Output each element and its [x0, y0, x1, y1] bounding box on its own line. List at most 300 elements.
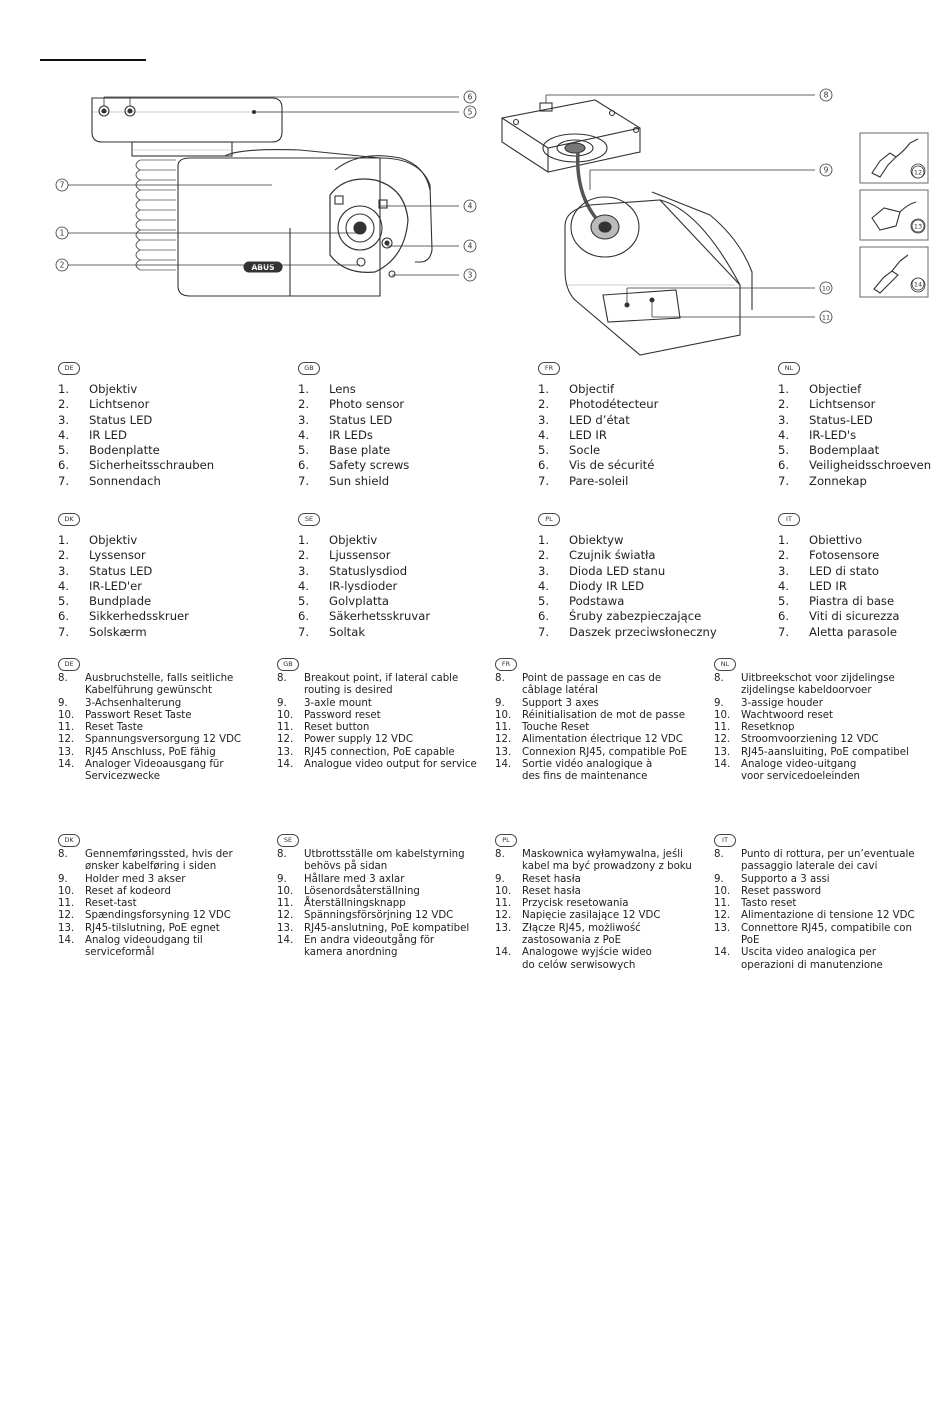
item-number: 14. — [277, 935, 294, 947]
item-number: 1. — [298, 533, 310, 547]
item-label: Bodenplatte — [89, 443, 160, 458]
language-badge: DK — [58, 834, 80, 847]
item-label: Gennemføringssted, hvis der ønsker kabelføring i siden — [85, 849, 233, 873]
list-item — [277, 734, 487, 746]
list-item — [495, 849, 705, 874]
item-label: RJ45 connection, PoE capable — [304, 746, 455, 758]
item-number: 13. — [58, 922, 75, 934]
item-number: 8. — [58, 849, 68, 860]
parts-list — [495, 849, 705, 972]
item-number: 6. — [58, 458, 70, 473]
item-number: 4. — [538, 427, 550, 442]
item-label: Objektiv — [89, 533, 138, 547]
item-label: Breakout point, if lateral cable routing is desired — [304, 673, 459, 697]
item-label: Touche Reset — [522, 722, 590, 734]
item-label: Vis de sécurité — [569, 458, 655, 473]
item-number: 3. — [298, 563, 310, 578]
parts-list — [277, 673, 487, 771]
item-number: 9. — [277, 697, 287, 709]
item-number: 4. — [58, 427, 70, 442]
item-number: 13. — [495, 922, 512, 934]
item-number: 14. — [714, 947, 731, 959]
callout-2: 2 — [59, 260, 65, 270]
list-item — [714, 734, 924, 746]
item-number: 10. — [277, 885, 294, 897]
parts-list — [58, 673, 268, 784]
item-label: Lichtsenor — [89, 397, 150, 412]
language-badge: GB — [277, 658, 299, 671]
item-label: Säkerhetsskruvar — [329, 609, 431, 624]
item-number: 14. — [714, 759, 731, 771]
list-item — [277, 722, 487, 734]
list-item — [714, 910, 924, 922]
item-label: Objectief — [809, 382, 862, 396]
item-number: 5. — [58, 443, 70, 458]
item-label: Status-LED — [809, 412, 873, 427]
item-label: Pare-soleil — [569, 473, 629, 488]
item-label: Safety screws — [329, 458, 410, 473]
list-item — [277, 747, 487, 759]
item-number: 3. — [58, 412, 70, 427]
item-label: Stroomvoorziening 12 VDC — [741, 734, 879, 746]
language-badge: PL — [538, 513, 560, 526]
item-label: Réinitialisation de mot de passe — [522, 709, 685, 721]
item-label: Alimentazione di tensione 12 VDC — [741, 910, 915, 922]
item-number: 4. — [298, 427, 310, 442]
item-label: LED IR — [809, 578, 847, 593]
callout-5: 5 — [467, 107, 473, 117]
item-label: Golvplatta — [329, 594, 390, 609]
language-badge: DE — [58, 362, 80, 375]
callout-7: 7 — [59, 180, 65, 190]
language-badge: IT — [714, 834, 736, 847]
item-number: 11. — [58, 722, 75, 734]
item-number: 2. — [298, 548, 310, 563]
item-label: LED di stato — [809, 563, 879, 578]
item-label: Sortie vidéo analogique à des fins de maintenance — [522, 759, 653, 783]
item-number: 1. — [778, 382, 790, 396]
item-number: 2. — [298, 397, 310, 412]
item-label: Tasto reset — [741, 898, 797, 910]
item-number: 8. — [277, 849, 287, 860]
language-badge: NL — [778, 362, 800, 375]
item-label: Lösenordsåterställning — [304, 885, 420, 897]
item-label: Śruby zabezpieczające — [569, 609, 702, 624]
item-label: Reset-tast — [85, 898, 137, 910]
item-label: Objektiv — [329, 533, 378, 547]
item-label: Napięcie zasilające 12 VDC — [522, 910, 661, 922]
item-label: Reset af kodeord — [85, 885, 171, 897]
item-number: 8. — [714, 849, 724, 860]
item-number: 10. — [495, 885, 512, 897]
item-number: 6. — [538, 609, 550, 624]
list-item — [58, 759, 268, 784]
item-label: Soltak — [329, 624, 366, 639]
item-label: Socle — [569, 443, 601, 458]
item-label: Status LED — [89, 412, 153, 427]
item-label: Złącze RJ45, możliwość zastosowania z PoE — [522, 922, 641, 947]
item-label: RJ45-aansluiting, PoE compatibel — [741, 746, 909, 758]
item-label: Veiligheidsschroeven — [809, 458, 932, 473]
item-label: Holder med 3 akser — [85, 873, 186, 885]
list-item — [58, 849, 268, 874]
parts-list — [714, 673, 924, 784]
item-label: Alimentation électrique 12 VDC — [522, 734, 683, 746]
item-number: 11. — [277, 722, 294, 734]
item-label: Solskærm — [89, 624, 147, 639]
item-number: 13. — [277, 746, 294, 758]
item-number: 12. — [58, 734, 75, 746]
item-label: Reset button — [304, 722, 370, 734]
callout-8: 8 — [823, 90, 829, 100]
language-badge: NL — [714, 658, 736, 671]
item-number: 8. — [714, 673, 724, 684]
language-badge: IT — [778, 513, 800, 526]
list-item — [714, 849, 924, 874]
list-item — [495, 673, 705, 698]
item-number: 7. — [298, 473, 310, 488]
item-label: Obiektyw — [569, 533, 624, 547]
item-number: 4. — [778, 427, 790, 442]
list-item — [277, 898, 487, 910]
item-number: 10. — [58, 885, 75, 897]
callout-12: 12 — [913, 168, 923, 177]
item-label: 3-axle mount — [304, 697, 372, 709]
item-label: Aletta parasole — [809, 624, 897, 639]
item-number: 11. — [495, 722, 512, 734]
item-label: Lyssensor — [89, 548, 146, 563]
item-label: Statuslysdiod — [329, 563, 408, 578]
item-label: Photodétecteur — [569, 397, 659, 412]
list-item — [277, 849, 487, 874]
item-label: Analoge video-uitgang voor servicedoeleinden — [741, 759, 860, 783]
list-item — [495, 698, 705, 710]
item-label: Password reset — [304, 709, 381, 721]
list-item — [277, 759, 487, 771]
item-number: 12. — [277, 910, 294, 922]
item-number: 1. — [778, 533, 790, 547]
item-label: Lens — [329, 382, 356, 396]
item-number: 7. — [778, 473, 790, 488]
item-label: RJ45-tilslutning, PoE egnet — [85, 922, 220, 934]
callout-4a: 4 — [467, 201, 473, 211]
item-number: 12. — [714, 734, 731, 746]
item-label: Sun shield — [329, 473, 390, 488]
list-item — [495, 710, 705, 722]
item-number: 5. — [538, 443, 550, 458]
list-item — [495, 923, 705, 948]
item-label: Passwort Reset Taste — [85, 709, 192, 721]
item-number: 12. — [495, 734, 512, 746]
item-label: IR-LED'er — [89, 578, 142, 593]
item-label: Uscita video analogica per operazioni di manutenzione — [741, 947, 883, 971]
language-badge: SE — [298, 513, 320, 526]
item-number: 6. — [58, 609, 70, 624]
language-badge: SE — [277, 834, 299, 847]
item-number: 12. — [58, 910, 75, 922]
item-number: 7. — [58, 473, 70, 488]
list-item — [58, 710, 268, 722]
item-label: Punto di rottura, per un’eventuale passaggio laterale dei cavi — [741, 849, 915, 873]
item-label: IR LED — [89, 427, 127, 442]
language-badge: FR — [495, 658, 517, 671]
item-number: 6. — [778, 458, 790, 473]
item-label: Status LED — [89, 563, 153, 578]
item-number: 5. — [298, 594, 310, 609]
item-number: 8. — [495, 849, 505, 860]
item-label: Point de passage en cas de câblage latéral — [522, 673, 662, 697]
list-item — [714, 722, 924, 734]
item-number: 4. — [538, 578, 550, 593]
item-number: 9. — [495, 697, 505, 709]
parts-list — [58, 849, 268, 960]
item-label: Status LED — [329, 412, 393, 427]
list-item — [714, 759, 924, 784]
item-number: 11. — [714, 898, 731, 910]
item-label: Objectif — [569, 382, 615, 396]
list-item — [714, 923, 924, 948]
camera-logo: ABUS — [251, 263, 275, 272]
item-number: 10. — [58, 709, 75, 721]
callout-9: 9 — [823, 165, 829, 175]
list-item — [714, 886, 924, 898]
parts-list — [495, 673, 705, 784]
list-item — [277, 698, 487, 710]
item-label: 3-assige houder — [741, 697, 823, 709]
item-label: 3-Achsenhalterung — [85, 697, 182, 709]
item-number: 14. — [58, 935, 75, 947]
item-number: 3. — [538, 563, 550, 578]
item-number: 6. — [538, 458, 550, 473]
item-number: 7. — [298, 624, 310, 639]
item-number: 12. — [495, 910, 512, 922]
item-number: 13. — [277, 922, 294, 934]
connector-rj45 — [860, 190, 928, 240]
item-number: 5. — [778, 443, 790, 458]
list-item — [58, 935, 268, 960]
item-number: 11. — [495, 898, 512, 910]
item-number: 7. — [538, 473, 550, 488]
item-number: 10. — [714, 885, 731, 897]
item-label: Återställningsknapp — [304, 898, 406, 910]
item-label: Utbrottsställe om kabelstyrning behövs på sidan — [304, 849, 465, 873]
item-number: 4. — [58, 578, 70, 593]
item-number: 9. — [714, 697, 724, 709]
list-item — [495, 874, 705, 886]
item-number: 9. — [495, 873, 505, 885]
item-label: Lichtsensor — [809, 397, 876, 412]
list-item — [714, 874, 924, 886]
item-number: 3. — [778, 412, 790, 427]
language-badge: DK — [58, 513, 80, 526]
list-item — [714, 947, 924, 972]
item-number: 2. — [778, 548, 790, 563]
list-item — [277, 923, 487, 935]
item-label: IR-LED's — [809, 427, 857, 442]
list-item — [277, 874, 487, 886]
item-label: Wachtwoord reset — [741, 709, 834, 721]
item-number: 11. — [714, 722, 731, 734]
callout-11: 11 — [821, 313, 831, 322]
list-item — [714, 898, 924, 910]
item-label: Power supply 12 VDC — [304, 734, 413, 746]
item-label: Zonnekap — [809, 473, 867, 488]
callout-1: 1 — [59, 228, 65, 238]
item-number: 6. — [778, 609, 790, 624]
callout-13: 13 — [913, 222, 923, 231]
item-number: 7. — [538, 624, 550, 639]
item-label: Resetknop — [741, 722, 795, 734]
list-item — [58, 886, 268, 898]
item-number: 9. — [58, 697, 68, 709]
camera-front-view — [92, 98, 432, 296]
item-number: 13. — [58, 746, 75, 758]
item-number: 13. — [714, 746, 731, 758]
item-label: Bundplade — [89, 594, 152, 609]
list-item — [277, 710, 487, 722]
item-label: IR LEDs — [329, 427, 373, 442]
item-label: Supporto a 3 assi — [741, 873, 830, 885]
item-number: 8. — [277, 673, 287, 684]
item-label: Diody IR LED — [569, 578, 645, 593]
item-number: 14. — [495, 759, 512, 771]
callout-10: 10 — [821, 284, 831, 293]
callout-3: 3 — [467, 270, 473, 280]
item-label: Czujnik światła — [569, 548, 656, 563]
item-number: 2. — [58, 548, 70, 563]
item-number: 7. — [58, 624, 70, 639]
item-label: Reset hasła — [522, 885, 581, 897]
item-number: 10. — [495, 709, 512, 721]
item-label: Fotosensore — [809, 548, 880, 563]
camera-diagrams — [0, 0, 950, 360]
list-item — [277, 886, 487, 898]
item-label: En andra videoutgång för kamera anordning — [304, 935, 435, 959]
list-item — [495, 747, 705, 759]
item-label: Piastra di base — [809, 594, 895, 609]
item-number: 4. — [298, 578, 310, 593]
item-label: Support 3 axes — [522, 697, 599, 709]
item-number: 3. — [58, 563, 70, 578]
item-number: 2. — [778, 397, 790, 412]
item-number: 5. — [778, 594, 790, 609]
item-number: 6. — [298, 458, 310, 473]
item-label: Reset Taste — [85, 722, 144, 734]
item-number: 5. — [538, 594, 550, 609]
list-item — [495, 898, 705, 910]
item-number: 1. — [58, 533, 70, 547]
list-item — [495, 734, 705, 746]
item-label: Analog videoudgang til serviceformål — [85, 935, 203, 959]
item-number: 14. — [495, 947, 512, 959]
item-label: Ljussensor — [329, 548, 391, 563]
item-label: Bodemplaat — [809, 443, 880, 458]
item-number: 11. — [58, 898, 75, 910]
item-number: 5. — [58, 594, 70, 609]
item-number: 8. — [495, 673, 505, 684]
list-item — [58, 722, 268, 734]
item-number: 6. — [298, 609, 310, 624]
language-badge: FR — [538, 362, 560, 375]
item-number: 7. — [778, 624, 790, 639]
item-number: 13. — [495, 746, 512, 758]
item-label: Spændingsforsyning 12 VDC — [85, 910, 231, 922]
list-item — [495, 910, 705, 922]
item-label: Objektiv — [89, 382, 138, 396]
item-number: 9. — [58, 873, 68, 885]
item-label: Connettore RJ45, compatibile con PoE — [741, 922, 912, 947]
item-number: 12. — [714, 910, 731, 922]
item-label: Daszek przeciwsłoneczny — [569, 624, 717, 639]
language-badge: PL — [495, 834, 517, 847]
item-number: 2. — [538, 548, 550, 563]
item-number: 3. — [778, 563, 790, 578]
item-label: Viti di sicurezza — [809, 609, 900, 624]
list-item — [495, 722, 705, 734]
parts-list — [277, 849, 487, 960]
item-label: Sonnendach — [89, 473, 161, 488]
item-label: Base plate — [329, 443, 391, 458]
list-item — [495, 947, 705, 972]
item-label: Przycisk resetowania — [522, 898, 629, 910]
list-item — [277, 910, 487, 922]
item-number: 1. — [298, 382, 310, 396]
list-item — [714, 673, 924, 698]
list-item — [714, 698, 924, 710]
item-label: RJ45-anslutning, PoE kompatibel — [304, 922, 470, 934]
item-number: 8. — [58, 673, 68, 684]
item-number: 5. — [298, 443, 310, 458]
item-number: 11. — [277, 898, 294, 910]
item-number: 10. — [714, 709, 731, 721]
item-label: Connexion RJ45, compatible PoE — [522, 746, 688, 758]
list-item — [714, 710, 924, 722]
item-label: LED IR — [569, 427, 607, 442]
list-item — [58, 874, 268, 886]
item-label: Maskownica wyłamywalna, jeśli kabel ma być prowadzony z boku — [522, 849, 692, 873]
list-item — [714, 747, 924, 759]
list-item — [277, 935, 487, 960]
item-label: Podstawa — [569, 594, 625, 609]
list-item — [58, 698, 268, 710]
item-label: Reset password — [741, 885, 822, 897]
item-number: 10. — [277, 709, 294, 721]
language-badge: DE — [58, 658, 80, 671]
item-label: Dioda LED stanu — [569, 563, 666, 578]
callout-4b: 4 — [467, 241, 473, 251]
item-label: Obiettivo — [809, 533, 863, 547]
item-number: 3. — [298, 412, 310, 427]
item-label: Sicherheitsschrauben — [89, 458, 215, 473]
list-item — [495, 886, 705, 898]
item-label: Analogue video output for service — [304, 759, 477, 771]
item-label: Analoger Videoausgang für Servicezwecke — [85, 759, 224, 783]
item-number: 1. — [58, 382, 70, 396]
list-item — [58, 747, 268, 759]
item-label: IR-lysdioder — [329, 578, 398, 593]
item-number: 13. — [714, 922, 731, 934]
item-number: 14. — [58, 759, 75, 771]
list-item — [277, 673, 487, 698]
item-label: Uitbreekschot voor zijdelingse zijdelingse kabeldoorvoer — [741, 673, 895, 697]
list-item — [495, 759, 705, 784]
item-number: 12. — [277, 734, 294, 746]
item-number: 1. — [538, 533, 550, 547]
item-number: 9. — [277, 873, 287, 885]
item-label: Ausbruchstelle, falls seitliche Kabelführung gewünscht — [85, 673, 234, 697]
item-number: 3. — [538, 412, 550, 427]
list-item — [58, 898, 268, 910]
